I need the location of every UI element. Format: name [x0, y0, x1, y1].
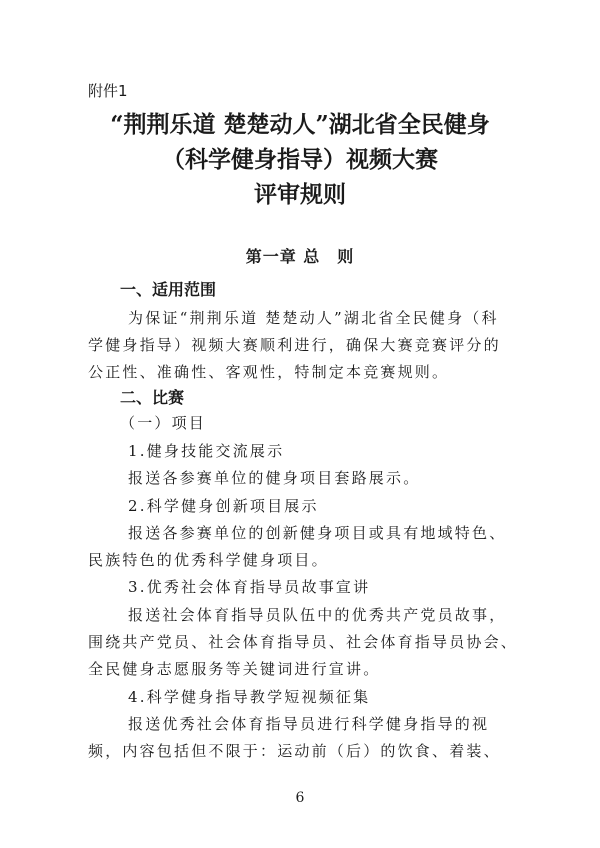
item-title: 3.优秀社会体育指导员故事宣讲	[128, 578, 371, 596]
paragraph-line: 学健身指导）视频大赛顺利进行，确保大赛竞赛评分的	[88, 336, 501, 354]
item-title: 4.科学健身指导教学短视频征集	[128, 688, 371, 706]
item-description: 报送各参赛单位的健身项目套路展示。	[128, 469, 421, 487]
item-description: 报送各参赛单位的创新健身项目或具有地域特色、	[128, 524, 507, 542]
item-description: 围绕共产党员、社会体育指导员、社会体育指导员协会、	[88, 633, 519, 651]
subsection-heading-items: （一）项目	[120, 414, 207, 432]
item-description: 报送优秀社会体育指导员进行科学健身指导的视	[128, 715, 490, 733]
item-description: 报送社会体育指导员队伍中的优秀共产党员故事，	[128, 606, 507, 624]
attachment-label: 附件1	[88, 82, 128, 100]
item-description: 频，内容包括但不限于：运动前（后）的饮食、着装、	[88, 742, 501, 760]
item-description: 全民健身志愿服务等关键词进行宣讲。	[88, 660, 381, 678]
section-heading-competition: 二、比赛	[120, 388, 185, 407]
page-number: 6	[295, 790, 305, 806]
item-title: 1.健身技能交流展示	[128, 442, 285, 460]
document-title-line-1: “荆荆乐道 楚楚动人”湖北省全民健身	[110, 111, 490, 138]
item-description: 民族特色的优秀科学健身项目。	[88, 551, 329, 569]
paragraph-line: 公正性、准确性、客观性，特制定本竞赛规则。	[88, 363, 450, 381]
item-title: 2.科学健身创新项目展示	[128, 497, 319, 515]
paragraph-line: 为保证“荆荆乐道 楚楚动人”湖北省全民健身（科	[128, 309, 499, 327]
document-title-line-3: 评审规则	[254, 181, 346, 208]
chapter-heading: 第一章 总 则	[245, 247, 355, 266]
section-heading-scope: 一、适用范围	[120, 280, 217, 299]
document-title-line-2: （科学健身指导）视频大赛	[162, 146, 438, 173]
